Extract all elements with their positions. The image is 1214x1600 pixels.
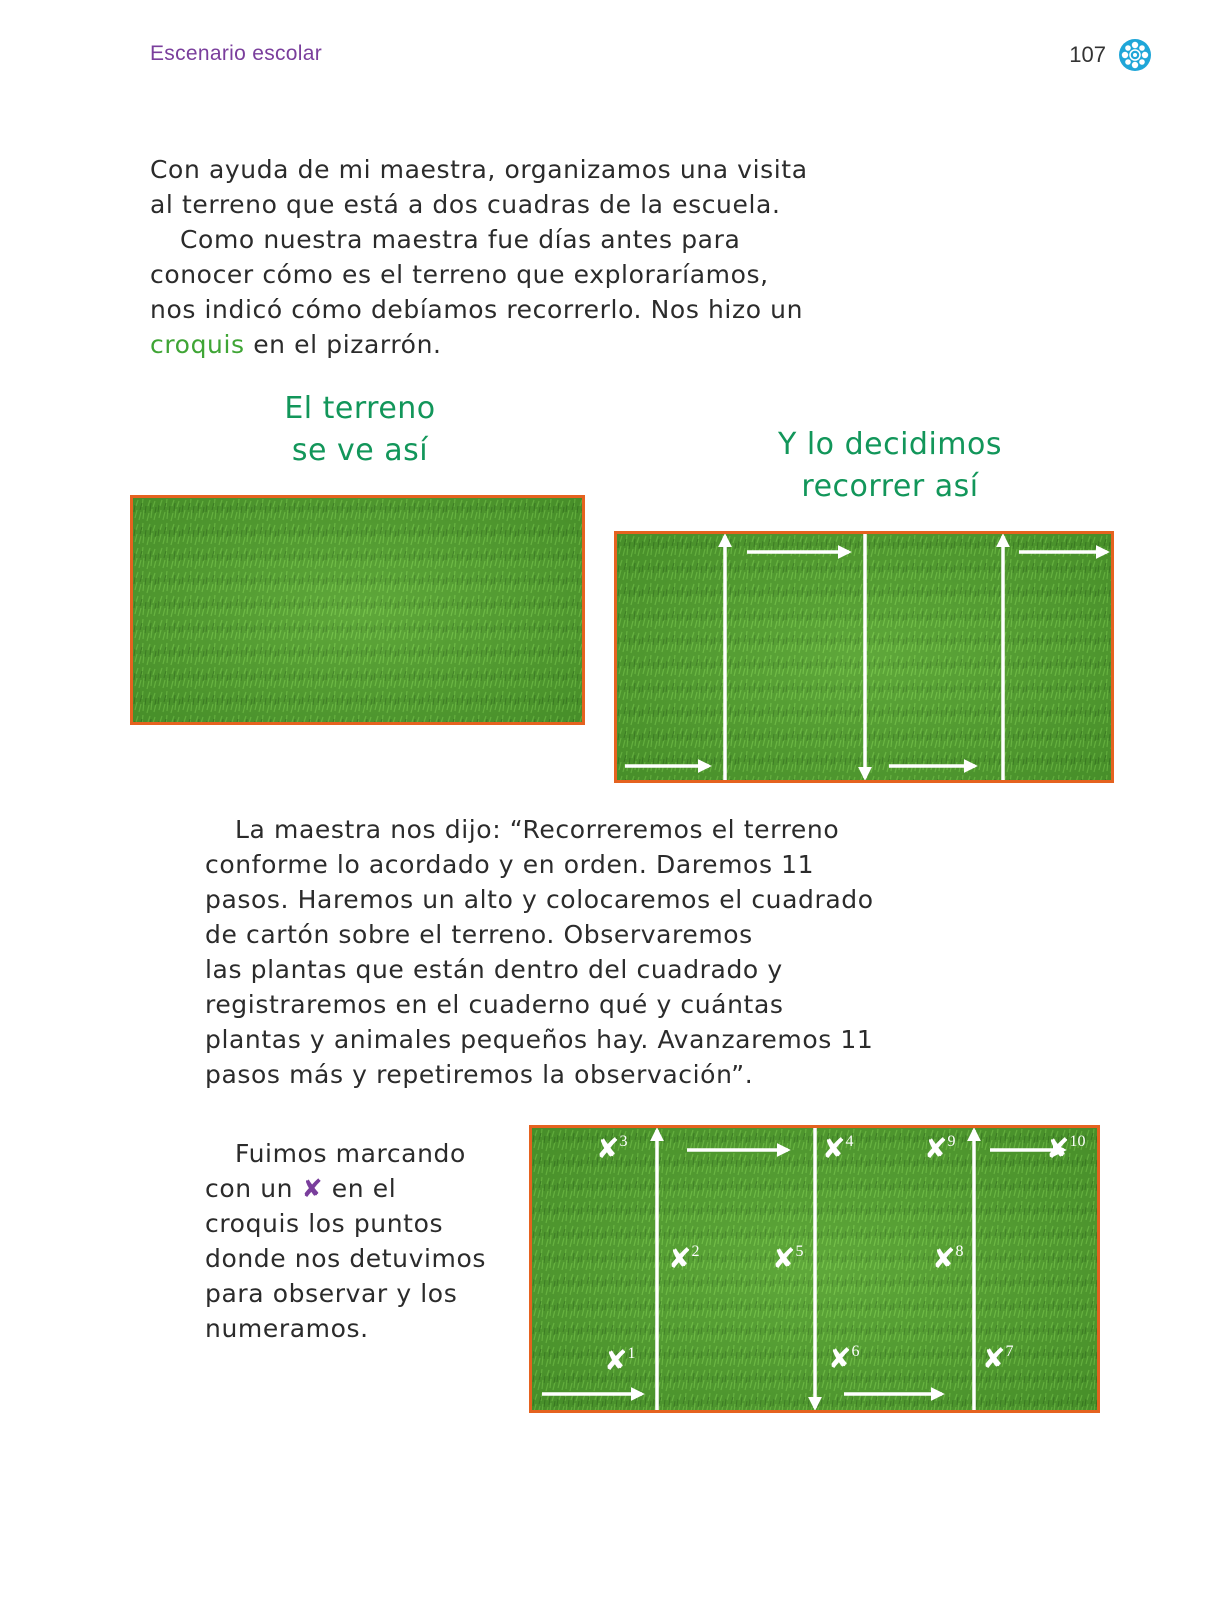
x-mark-number: 9	[947, 1133, 956, 1150]
x-mark-number: 5	[795, 1243, 804, 1260]
x-mark-1: ✘$^1$	[604, 1344, 636, 1377]
teacher-line: plantas y animales pequeños hay. Avanzaremos 11	[205, 1025, 874, 1054]
intro-line: Con ayuda de mi maestra, organizamos una visita	[150, 155, 808, 184]
page-number: 107	[1069, 42, 1106, 67]
caption-route-line1: Y lo decidimos	[777, 427, 1002, 462]
route-sketch	[614, 531, 1114, 783]
x-mark-number: 3	[619, 1133, 628, 1150]
x-mark-7: ✘$^7$	[982, 1342, 1014, 1375]
teacher-paragraph	[205, 812, 874, 1092]
teacher-line: las plantas que están dentro del cuadrado y	[205, 955, 783, 984]
teacher-line: de cartón sobre el terreno. Observaremos	[205, 920, 753, 949]
grass-field	[133, 498, 582, 722]
marked-route-diagram	[532, 1128, 1097, 1410]
intro-line: nos indicó cómo debíamos recorrerlo. Nos hizo un	[150, 295, 804, 324]
x-mark-2: ✘$^2$	[668, 1242, 700, 1275]
section-title: Escenario escolar	[150, 42, 323, 65]
marking-line: para observar y los	[205, 1279, 458, 1308]
terrain-photo	[130, 495, 585, 725]
marking-line-before: con un	[205, 1174, 302, 1203]
x-mark-number: 1	[627, 1345, 636, 1362]
teacher-line: conforme lo acordado y en orden. Daremos 11	[205, 850, 815, 879]
intro-last-line-rest: en el pizarrón.	[244, 330, 442, 359]
intro-last-line	[150, 327, 808, 362]
x-mark-10: ✘$^{10}$	[1046, 1132, 1086, 1165]
page-header-right	[1069, 38, 1152, 72]
caption-route	[745, 424, 1035, 508]
intro-paragraph	[150, 152, 808, 362]
route-diagram	[617, 534, 1111, 780]
x-mark-number: 8	[955, 1243, 964, 1260]
marked-sketch	[529, 1125, 1100, 1413]
caption-terrain	[230, 388, 490, 472]
marking-paragraph	[205, 1136, 486, 1346]
teacher-line: pasos más y repetiremos la observación”.	[205, 1060, 754, 1089]
x-mark-5: ✘$^5$	[772, 1242, 804, 1275]
x-mark-number: 2	[691, 1243, 700, 1260]
caption-terrain-line2: se ve así	[291, 433, 429, 468]
x-mark-number: 4	[845, 1133, 854, 1150]
caption-route-line2: recorrer así	[801, 469, 979, 504]
intro-line: conocer cómo es el terreno que exploraríamos,	[150, 260, 769, 289]
marking-line: numeramos.	[205, 1314, 369, 1343]
intro-line: al terreno que está a dos cuadras de la escuela.	[150, 190, 781, 219]
caption-terrain-line1: El terreno	[284, 391, 436, 426]
marking-line-after: en el	[323, 1174, 397, 1203]
marking-line	[205, 1171, 486, 1206]
x-mark-6: ✘$^6$	[828, 1342, 860, 1375]
x-mark-8: ✘$^8$	[932, 1242, 964, 1275]
x-mark-4: ✘$^4$	[822, 1132, 854, 1165]
x-mark-number: 7	[1005, 1343, 1014, 1360]
marking-line: donde nos detuvimos	[205, 1244, 487, 1273]
teacher-line: registraremos en el cuaderno qué y cuántas	[205, 990, 784, 1019]
croquis-highlight: croquis	[150, 330, 245, 359]
x-mark-number: 6	[851, 1343, 860, 1360]
marking-line: Fuimos marcando	[235, 1139, 466, 1168]
marking-line: croquis los puntos	[205, 1209, 444, 1238]
x-mark-icon: ✘	[301, 1174, 324, 1203]
teacher-line: pasos. Haremos un alto y colocaremos el cuadrado	[205, 885, 874, 914]
intro-line: Como nuestra maestra fue días antes para	[180, 225, 741, 254]
x-mark-number: 10	[1069, 1133, 1086, 1150]
x-mark-9: ✘$^9$	[924, 1132, 956, 1165]
teacher-line: La maestra nos dijo: “Recorreremos el terreno	[235, 815, 840, 844]
flower-emblem-icon	[1118, 38, 1152, 72]
x-mark-3: ✘$^3$	[596, 1132, 628, 1165]
